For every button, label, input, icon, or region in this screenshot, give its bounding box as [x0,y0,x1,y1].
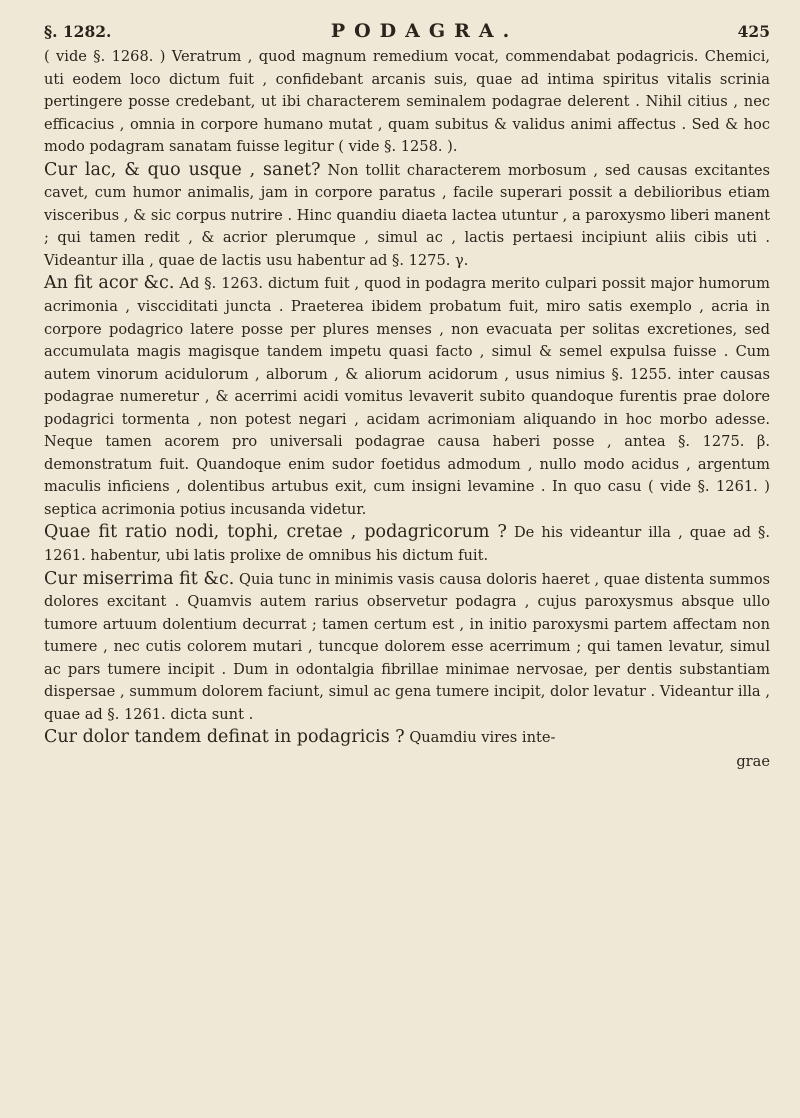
question-paragraph [44,568,770,727]
body-text [44,46,770,774]
question-heading: Cur lac, & quo usque , sanet? [44,159,321,180]
question-heading: Quae fit ratio nodi, tophi, cretae , podagricorum ? [44,522,507,543]
paragraph [44,46,770,159]
question-heading: Cur miserrima fit &c. [44,568,235,589]
paragraph-text: Ad §. 1263. dictum fuit , quod in podagra merito culpari possit major humorum acrimonia , viscciditati juncta . Praeterea ibidem probatum fuit, miro satis exemplo , acria in corpore podagrico latere posse per plures menses , non evacuata per solitas excretiones, sed accumulata magis magisque tandem impetu quasi facto , simul & semel expulsa fuisse . Cum autem vinorum acidulorum , alborum , & aliorum acidorum , usus nimius §. 1255. inter causas podagrae numeretur , & acerrimi acidi vomitus levaverit subito quandoque furentis prae dolore podagrici tormenta , non potest negari , acidam acrimoniam aliquando in hoc morbo adesse. Neque tamen acorem pro universali podagrae causa haberi posse , antea §. 1275. β. demonstratum fuit. Quandoque enim sudor foetidus admodum , nullo modo acidus , argentum maculis inficiens , dolentibus artubus exit, cum insigni levamine . In quo casu ( vide §. 1261. ) septica acrimonia potius incusanda videtur. [44,275,770,518]
question-paragraph [44,159,770,273]
question-paragraph [44,272,770,521]
paragraph-text: ( vide §. 1268. ) Veratrum , quod magnum remedium vocat, commendabat podagricis. Chemici, uti eodem loco dictum fuit , confidebant arcanis suis, quae ad intima spiritus vitalis scrinia pertingere posse credebant, ut ibi characterem seminalem podagrae delerent . Nihil citius , nec efficacius , omnia in corpore humano mutat , quam subitus & validus animi affectus . Sed & hoc modo podagram sanatam fuisse legitur ( vide §. 1258. ). [44,48,770,156]
running-head [44,20,770,46]
question-paragraph [44,521,770,567]
question-heading: An fit acor &c. [44,273,175,294]
question-paragraph [44,726,770,750]
page-title: PODAGRA. [330,20,519,42]
paragraph-text: Non tollit characterem morbosum , sed causas excitantes cavet, cum humor animalis, jam in corpore paratus , facile superari possit a debilioribus etiam visceribus , & sic corpus nutrire . Hinc quandiu diaeta lactea utuntur , a paroxysmo liberi manent ; qui tamen redit , & acrior plerumque , simul ac , lactis pertaesi incipiunt aliis cibis uti . Videantur illa , quae de lactis usu habentur ad §. 1275. γ. [44,161,771,269]
catchword: grae [736,752,770,770]
paragraph-text: De his videantur illa , quae ad §. 1261. habentur, ubi latis prolixe de omnibus his dictum fuit. [44,524,770,565]
page-number: 425 [737,22,770,41]
paragraph-text: Quamdiu vires inte- [409,729,556,747]
paragraph-text: Quia tunc in minimis vasis causa doloris haeret , quae distenta summos dolores excitant . Quamvis autem rarius observetur podagra , cujus paroxysmus absque ullo tumore artuum dolentium decurrat ; tamen certum est , in initio paroxysmi partem affectam non tumere , nec cutis colorem mutari , tuncque dolorem esse acerrimum ; qui tamen levatur, simul ac pars tumere incipit . Dum in odontalgia fibrillae minimae nervosae, per dentis substantiam dispersae , summum dolorem faciunt, simul ac gena tumere incipit, dolor levatur . Videantur illa , quae ad §. 1261. dicta sunt . [44,570,771,723]
section-number: §. 1282. [44,22,112,41]
question-heading: Cur dolor tandem definat in podagricis ? [44,727,405,748]
